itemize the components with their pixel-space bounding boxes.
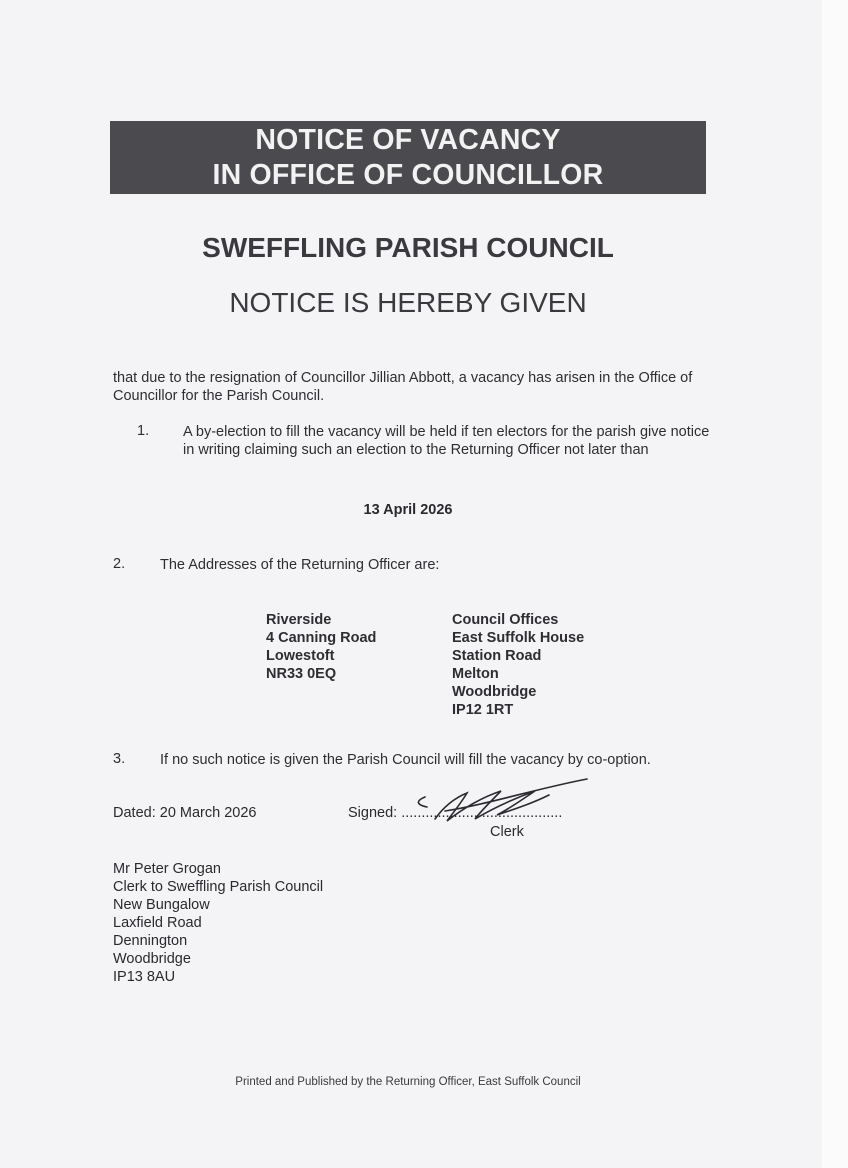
contact-line: New Bungalow <box>113 897 210 913</box>
contact-line: IP13 8AU <box>113 969 176 985</box>
banner-line-2: IN OFFICE OF COUNCILLOR <box>212 158 604 191</box>
address-line: Station Road <box>452 648 542 664</box>
contact-line: Laxfield Road <box>113 915 202 931</box>
contact-line: Woodbridge <box>113 951 191 967</box>
address-line: Woodbridge <box>452 684 537 700</box>
item-1-number: 1. <box>137 423 150 439</box>
signatory-role: Clerk <box>490 824 524 840</box>
address-line: Melton <box>452 666 499 682</box>
footer-publisher: Printed and Published by the Returning Officer, East Suffolk Council <box>235 1076 581 1088</box>
item-3-number: 3. <box>113 751 126 767</box>
contact-line: Mr Peter Grogan <box>113 861 221 877</box>
notice-heading: NOTICE IS HEREBY GIVEN <box>229 287 587 318</box>
signature-stroke <box>418 779 587 821</box>
address-line: Lowestoft <box>266 648 335 664</box>
address-line: Council Offices <box>452 612 559 628</box>
title-banner <box>110 121 706 194</box>
item-2-text: The Addresses of the Returning Officer are: <box>160 557 440 573</box>
deadline-date: 13 April 2026 <box>363 502 453 518</box>
address-line: NR33 0EQ <box>266 666 337 682</box>
signed-line: Signed: ........................................ <box>348 805 563 821</box>
address-line: IP12 1RT <box>452 702 514 718</box>
address-line: East Suffolk House <box>452 630 585 646</box>
intro-paragraph: that due to the resignation of Councillor Jillian Abbott, a vacancy has arisen in the Office of Councillor for the Parish Council. <box>113 370 693 404</box>
address-melton <box>452 611 584 719</box>
clerk-contact-block <box>113 860 323 986</box>
item-3-text: If no such notice is given the Parish Council will fill the vacancy by co-option. <box>160 752 651 768</box>
address-line: 4 Canning Road <box>266 630 377 646</box>
contact-line: Dennington <box>113 933 188 949</box>
page-edge <box>822 0 848 1168</box>
banner-line-1: NOTICE OF VACANCY <box>255 123 561 156</box>
item-2-number: 2. <box>113 556 126 572</box>
address-lowestoft <box>266 611 376 683</box>
council-name: SWEFFLING PARISH COUNCIL <box>202 232 614 263</box>
contact-line: Clerk to Sweffling Parish Council <box>113 879 324 895</box>
item-1-text: A by-election to fill the vacancy will be held if ten electors for the parish give notice in writing claiming such an election to the Returning Officer not later than <box>183 424 710 458</box>
dated-line: Dated: 20 March 2026 <box>113 805 257 821</box>
address-line: Riverside <box>266 612 332 628</box>
